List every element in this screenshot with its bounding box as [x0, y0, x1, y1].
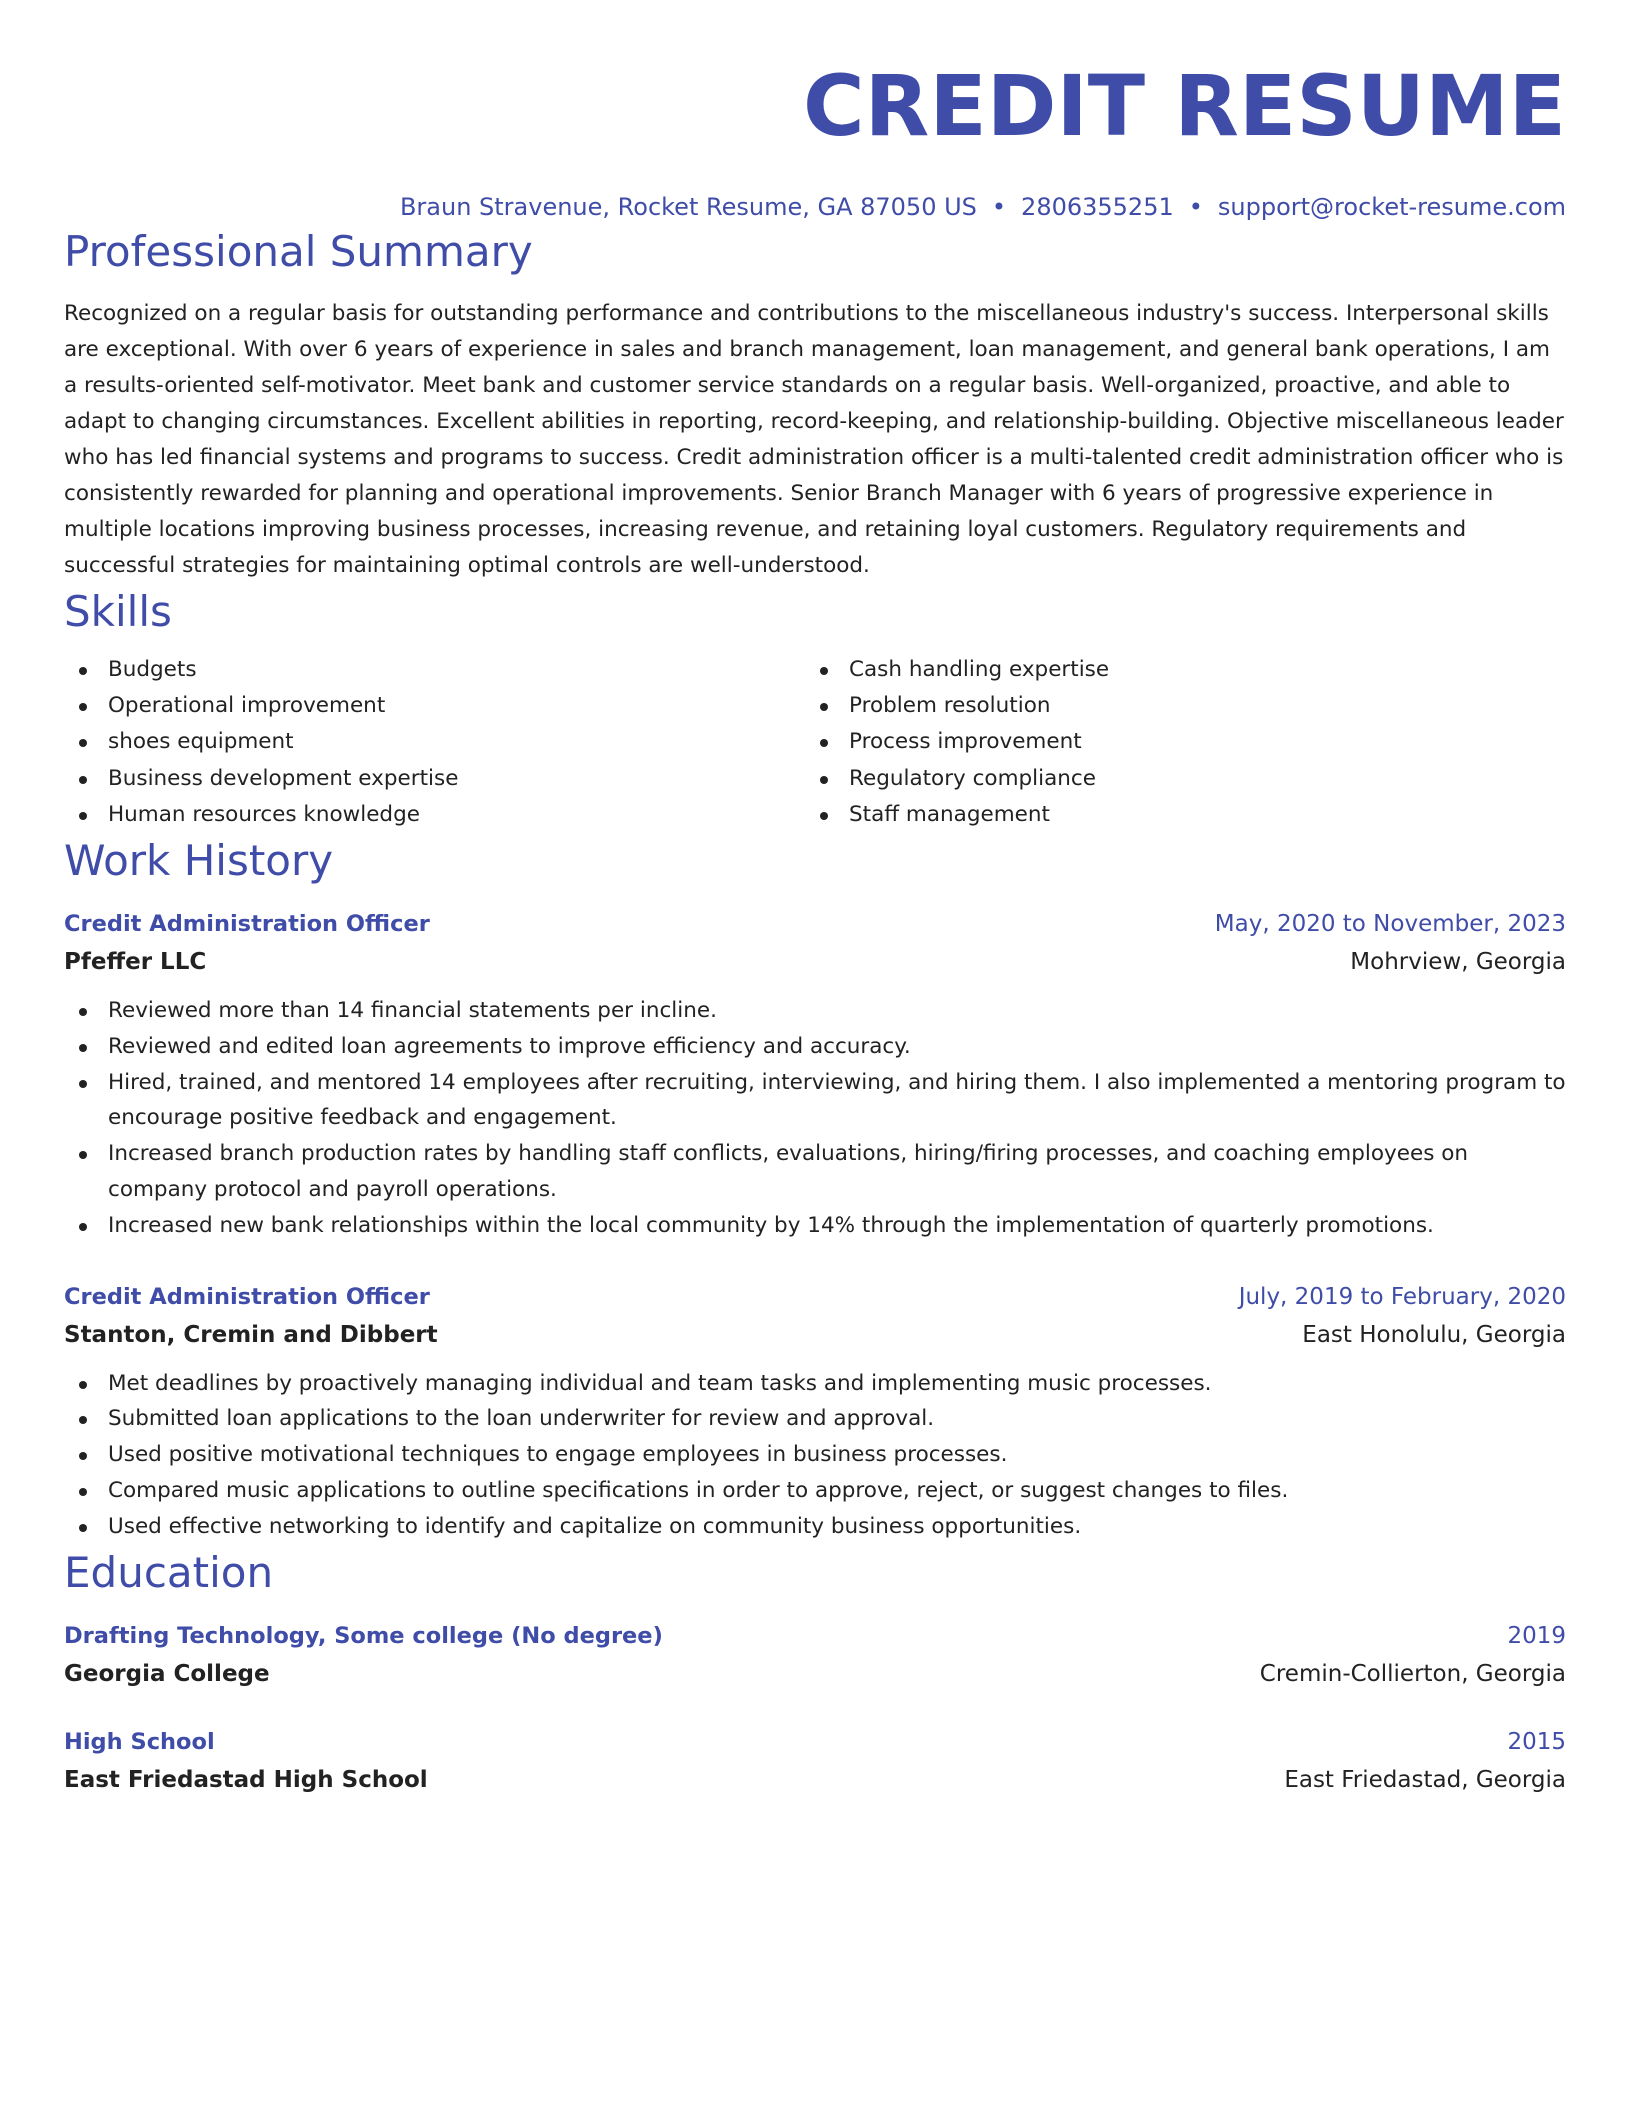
- education-year: 2019: [1507, 1622, 1566, 1649]
- job-dates: July, 2019 to February, 2020: [1238, 1283, 1566, 1310]
- education-subheader: [64, 1761, 1566, 1799]
- education-school: East Friedastad High School: [64, 1766, 428, 1793]
- skill-item: Regulatory compliance: [805, 761, 1546, 797]
- education-entry: [64, 1723, 1566, 1799]
- job-bullet: Reviewed and edited loan agreements to improve efficiency and accuracy.: [64, 1029, 1566, 1065]
- education-subheader: [64, 1655, 1566, 1693]
- education-entry: [64, 1617, 1566, 1693]
- job-location: Mohrview, Georgia: [1350, 949, 1566, 976]
- job-bullet: Used effective networking to identify and capitalize on community business opportunities.: [64, 1509, 1566, 1545]
- education-location: East Friedastad, Georgia: [1284, 1766, 1566, 1793]
- education-header: [64, 1617, 1566, 1655]
- contact-address: Braun Stravenue, Rocket Resume, GA 87050 US: [399, 193, 977, 221]
- job-company: Stanton, Cremin and Dibbert: [64, 1321, 438, 1348]
- skill-item: Business development expertise: [64, 761, 805, 797]
- education-location: Cremin-Collierton, Georgia: [1259, 1660, 1566, 1687]
- skill-item: Process improvement: [805, 724, 1546, 760]
- job-bullet: Increased new bank relationships within the local community by 14% through the implementation of quarterly promotions.: [64, 1208, 1566, 1244]
- education-year: 2015: [1507, 1728, 1566, 1755]
- job-bullets: [64, 993, 1566, 1244]
- job-dates: May, 2020 to November, 2023: [1214, 911, 1566, 938]
- job-bullet: Submitted loan applications to the loan underwriter for review and approval.: [64, 1401, 1566, 1437]
- contact-email: support@rocket-resume.com: [1217, 193, 1566, 221]
- job-bullet: Met deadlines by proactively managing individual and team tasks and implementing music processes.: [64, 1366, 1566, 1402]
- education-heading: Education: [64, 1547, 274, 1597]
- skill-item: Budgets: [64, 652, 805, 688]
- contact-separator: •: [991, 193, 1007, 221]
- skills-column-right: [805, 652, 1546, 833]
- job-bullet: Reviewed more than 14 financial statements per incline.: [64, 993, 1566, 1029]
- education-degree: Drafting Technology, Some college (No degree): [64, 1622, 663, 1649]
- contact-phone: 2806355251: [1021, 193, 1174, 221]
- skill-item: Operational improvement: [64, 688, 805, 724]
- contact-separator: •: [1188, 193, 1203, 221]
- job-bullet: Compared music applications to outline specifications in order to approve, reject, or suggest changes to files.: [64, 1473, 1566, 1509]
- skill-item: Human resources knowledge: [64, 797, 805, 833]
- job-subheader: [64, 1316, 1566, 1354]
- resume-page: [64, 56, 1566, 1799]
- skills-list: [64, 652, 1566, 833]
- job-title: Credit Administration Officer: [64, 911, 430, 938]
- skill-item: Staff management: [805, 797, 1546, 833]
- education-header: [64, 1723, 1566, 1761]
- skill-item: Cash handling expertise: [805, 652, 1546, 688]
- summary-heading: Professional Summary: [64, 227, 533, 276]
- job-bullet: Increased branch production rates by handling staff conflicts, evaluations, hiring/firing processes, and coaching employees on company protocol and payroll operations.: [64, 1136, 1566, 1208]
- job-bullet: Used positive motivational techniques to engage employees in business processes.: [64, 1437, 1566, 1473]
- summary-text: Recognized on a regular basis for outstanding performance and contributions to the miscellaneous industry's success. Interpersonal skills are exceptional. With over 6 years of experience in sales and branch management, loan management, and general bank operations, I am a results-oriented self-motivator. Meet bank and customer service standards on a regular basis. Well-organized, proactive, and able to adapt to changing circumstances. Excellent abilities in reporting, record-keeping, and relationship-building. Objective miscellaneous leader who has led financial systems and programs to success. Credit administration officer is a multi-talented credit administration officer who is consistently rewarded for planning and operational improvements. Senior Branch Manager with 6 years of progressive experience in multiple locations improving business processes, increasing revenue, and retaining loyal customers. Regulatory requirements and successful strategies for maintaining optimal controls are well-understood.: [64, 301, 1564, 578]
- skills-heading: Skills: [64, 587, 172, 636]
- skills-column-left: [64, 652, 805, 833]
- job-location: East Honolulu, Georgia: [1302, 1321, 1566, 1348]
- work-history-heading: Work History: [64, 836, 334, 886]
- education-school: Georgia College: [64, 1660, 270, 1687]
- skill-item: shoes equipment: [64, 724, 805, 760]
- education-degree: High School: [64, 1728, 215, 1755]
- job-header: [64, 1278, 1566, 1316]
- job-entry: [64, 905, 1566, 1244]
- contact-line: [64, 190, 1566, 224]
- job-subheader: [64, 943, 1566, 981]
- resume-title: CREDIT RESUME: [803, 57, 1566, 155]
- skill-item: Problem resolution: [805, 688, 1546, 724]
- job-company: Pfeffer LLC: [64, 949, 207, 976]
- job-entry: [64, 1278, 1566, 1545]
- job-header: [64, 905, 1566, 943]
- job-bullet: Hired, trained, and mentored 14 employees after recruiting, interviewing, and hiring them. I also implemented a mentoring program to encourage positive feedback and engagement.: [64, 1065, 1566, 1137]
- job-bullets: [64, 1366, 1566, 1545]
- job-title: Credit Administration Officer: [64, 1283, 430, 1310]
